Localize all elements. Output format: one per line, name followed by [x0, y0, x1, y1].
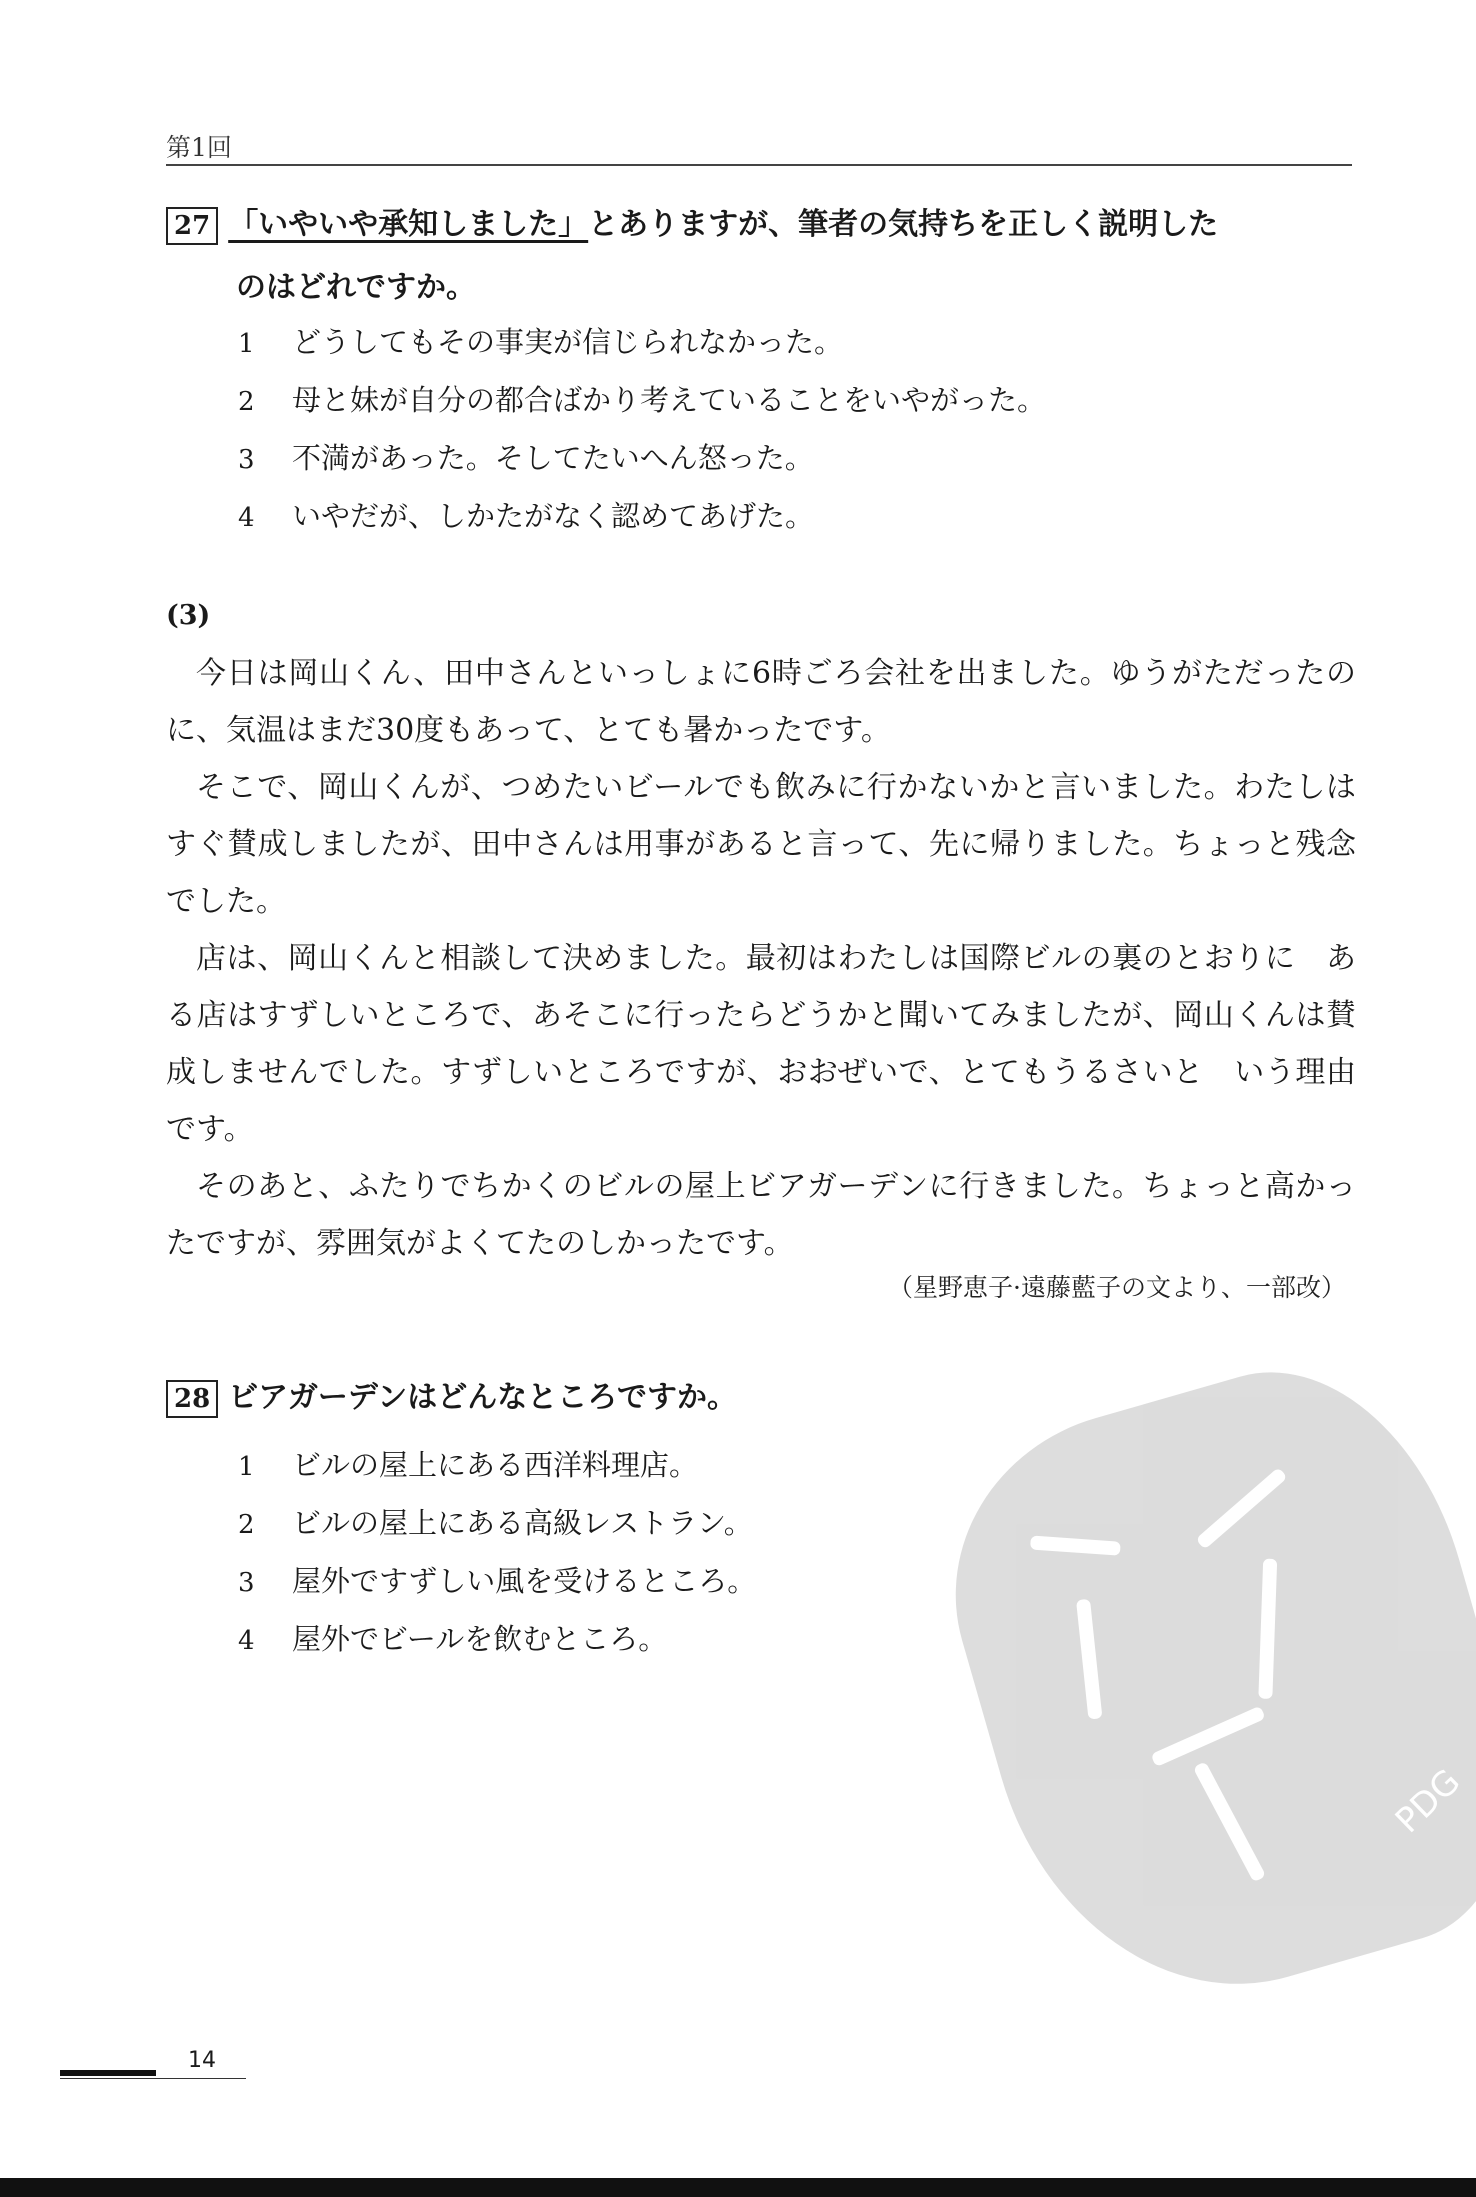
option-item[interactable]: [238, 429, 1338, 487]
passage-source: （星野恵子·遠藤藍子の文より、一部改）: [888, 1273, 1346, 1302]
watermark-stroke: [1030, 1535, 1121, 1555]
question-27-stem: とありますが、筆者の気持ちを正しく説明した: [588, 207, 1219, 242]
option-text: ビルの屋上にある西洋料理店。: [292, 1448, 699, 1482]
watermark-stroke: [1195, 1467, 1287, 1550]
option-text: 屋外でビールを飲むところ。: [292, 1622, 668, 1656]
reading-passage: [166, 645, 1356, 1272]
scan-bottom-band: [0, 2178, 1476, 2197]
option-number: 3: [238, 445, 255, 475]
watermark-stroke: [1193, 1761, 1266, 1882]
passage-paragraph: 今日は岡山くん、田中さんといっしょに6時ごろ会社を出ました。ゆうがただったのに、気温はまだ30度もあって、とても暑かったです。: [166, 656, 1356, 748]
option-number: 4: [238, 1626, 255, 1656]
option-text: どうしてもその事実が信じられなかった。: [292, 325, 844, 359]
watermark-pdg-text: PDG: [1387, 1761, 1469, 1842]
option-number: 2: [238, 1510, 255, 1540]
option-number: 1: [238, 1452, 255, 1482]
passage-paragraph: そのあと、ふたりでちかくのビルの屋上ビアガーデンに行きました。ちょっと高かったですが、雰囲気がよくてたのしかったです。: [166, 1169, 1356, 1261]
page-header-title: 第1回: [166, 133, 232, 162]
option-text: ビルの屋上にある高級レストラン。: [292, 1506, 753, 1540]
option-number: 1: [238, 329, 255, 359]
question-27-stem-line2: のはどれですか。: [236, 269, 476, 305]
question-number-27: 27: [166, 207, 218, 245]
footer-bar: [60, 2070, 156, 2076]
option-text: 不満があった。そしてたいへん怒った。: [292, 441, 814, 475]
question-28-stem: ビアガーデンはどんなところですか。: [228, 1380, 737, 1415]
option-number: 3: [238, 1568, 255, 1598]
option-number: 2: [238, 387, 255, 417]
section-label: (3): [166, 600, 211, 631]
header-rule: [166, 164, 1352, 166]
option-item[interactable]: [238, 371, 1338, 429]
question-27-options: [238, 313, 1338, 545]
option-text: 屋外ですずしい風を受けるところ。: [292, 1564, 757, 1598]
option-text: いやだが、しかたがなく認めてあげた。: [292, 499, 815, 533]
watermark-stroke: [1076, 1599, 1102, 1720]
passage-paragraph: そこで、岡山くんが、つめたいビールでも飲みに行かないかと言いました。わたしはすぐ賛成しましたが、田中さんは用事があると言って、先に帰りました。ちょっと残念でした。: [166, 770, 1356, 919]
question-27-quote: 「いやいや承知しました」: [228, 207, 589, 242]
passage-paragraph: 店は、岡山くんと相談して決めました。最初はわたしは国際ビルの裏のとおりに ある店はすずしいところで、あそこに行ったらどうかと聞いてみましたが、岡山くんは賛成しませんでした。すずしいところですが、おおぜいで、とてもうるさいと いう理由です。: [166, 941, 1356, 1147]
watermark-stroke: [1258, 1559, 1277, 1699]
question-number-28: 28: [166, 1380, 218, 1418]
footer-rule: [60, 2078, 246, 2079]
option-number: 4: [238, 503, 255, 533]
watermark-stroke: [1150, 1706, 1265, 1768]
page-number: 14: [188, 2048, 216, 2073]
question-27: [166, 205, 1356, 308]
option-text: 母と妹が自分の都合ばかり考えていることをいやがった。: [292, 383, 1047, 417]
option-item[interactable]: [238, 313, 1338, 371]
option-item[interactable]: [238, 487, 1338, 545]
